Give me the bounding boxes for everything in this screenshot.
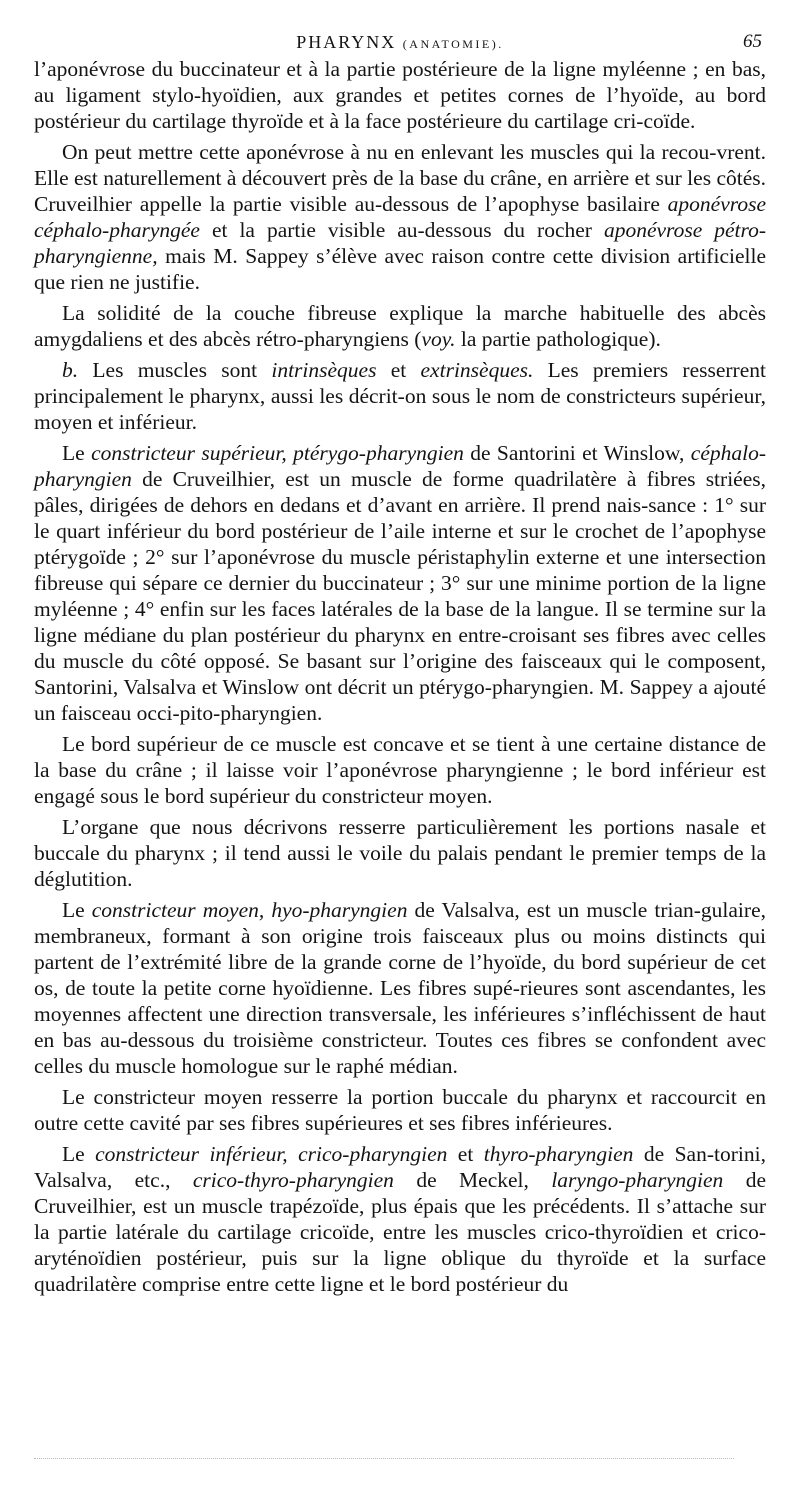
paragraph [34, 357, 766, 435]
text-run: Les premiers resserrent principalement le pharynx, aussi les décrit-on sous le nom de constricteurs supérieur, moyen et inférieur. [34, 358, 766, 434]
text-run: la partie pathologique). [455, 327, 661, 351]
paragraph [34, 1084, 766, 1136]
text-run: et [447, 1142, 484, 1166]
italic-run: constricteur moyen, hyo-pharyngien [91, 898, 408, 922]
italic-run: laryngo-pharyngien [551, 1168, 724, 1192]
text-run: Le [62, 898, 92, 922]
paragraph [34, 1141, 766, 1297]
text-run: L’organe que nous décrivons resserre particulièrement les portions nasale et buccale du pharynx ; il tend aussi le voile du palais pendant le premier temps de la déglutition. [34, 815, 766, 891]
italic-run: b. [62, 358, 79, 382]
text-run: l’aponévrose du buccinateur et à la partie postérieure de la ligne myléenne ; en bas, au ligament stylo-hyoïdien, aux grandes et petites cornes de l’hyoïde, au bord postérieur du cartilage thyroïde et à la face postérieure du cartilage cri-coïde. [34, 57, 766, 133]
running-title-subtitle: (ANATOMIE). [402, 37, 504, 51]
text-run: de Cruveilhier, est un muscle de forme quadrilatère à fibres striées, pâles, dirigées de dehors en dedans et d’avant en arrière. Il prend nais-sance : 1° sur le quart inférieur du bord postérieur de l’aile interne et sur le crochet de l’apophyse ptérygoïde ; 2° sur l’aponévrose du muscle péristaphylin externe et une intersection fibreuse qui sépare ce dernier du buccinateur ; 3° sur une minime portion de la ligne myléenne ; 4° enfin sur les faces latérales de la base de la langue. Il se termine sur la ligne médiane du plan postérieur du pharynx en entre-croisant ses fibres avec celles du muscle du côté opposé. Se basant sur l’origine des faisceaux qui le composent, Santorini, Valsalva et Winslow ont décrit un ptérygo-pharyngien. M. Sappey a ajouté un faisceau occi-pito-pharyngien. [34, 467, 766, 725]
italic-run: constricteur inférieur, crico-pharyngien [95, 1142, 448, 1166]
paragraph [34, 139, 766, 295]
italic-run: intrinsèques [271, 358, 377, 382]
italic-run: aponévrose céphalo-pharyngée [34, 192, 766, 242]
body-text [34, 56, 766, 1297]
text-run: de Meckel, [393, 1168, 552, 1192]
paragraph [34, 440, 766, 726]
text-run: et la partie visible au-dessous du rocher [199, 218, 604, 242]
paragraph [34, 897, 766, 1079]
paragraph [34, 814, 766, 892]
text-run: mais M. Sappey s’élève avec raison contre cette division artificielle que rien ne justifie. [34, 244, 766, 294]
paragraph [34, 300, 766, 352]
paragraph [34, 731, 766, 809]
paragraph [34, 56, 766, 134]
italic-run: extrinsèques. [420, 358, 534, 382]
italic-run: céphalo-pharyngien [34, 441, 766, 491]
text-run: et [376, 358, 421, 382]
italic-run: constricteur supérieur, ptérygo-pharyngien [91, 441, 464, 465]
running-title [296, 32, 503, 52]
running-head [34, 28, 766, 56]
text-run: de Santorini et Winslow, [463, 441, 691, 465]
text-run: de San-torini, Valsalva, etc., [34, 1142, 766, 1192]
italic-run: voy. [421, 327, 456, 351]
text-run: de Cruveilhier, est un muscle trapézoïde, plus épais que les précédents. Il s’attache sur la partie latérale du cartilage cricoïde, entre les muscles crico-thyroïdien et crico-aryténoïdien postérieur, puis sur la ligne oblique du thyroïde et la surface quadrilatère comprise entre cette ligne et le bord postérieur du [34, 1168, 766, 1296]
page-number: 65 [743, 31, 762, 52]
running-title-main: PHARYNX [296, 32, 397, 52]
italic-run: thyro-pharyngien [483, 1142, 634, 1166]
bottom-rule [34, 1458, 734, 1465]
text-run: On peut mettre cette aponévrose à nu en enlevant les muscles qui la recou-vrent. Elle est naturellement à découvert près de la base du crâne, en arrière et sur les côtés. Cruveilhier appelle la partie visible au-dessous de l’apophyse basilaire [34, 140, 766, 216]
italic-run: crico-thyro-pharyngien [192, 1168, 394, 1192]
text-run: de Valsalva, est un muscle trian-gulaire, membraneux, formant à son origine trois faisceaux plus ou moins distincts qui partent de l’extrémité libre de la grande corne de l’hyoïde, du bord supérieur de cet os, de toute la petite corne hyoïdienne. Les fibres supé-rieures sont ascendantes, les moyennes affectent une direction transversale, les inférieures s’infléchissent de haut en bas au-dessous du troisième constricteur. Toutes ces fibres se confondent avec celles du muscle homologue sur le raphé médian. [34, 898, 766, 1078]
page [34, 28, 766, 1297]
text-run: Le constricteur moyen resserre la portion buccale du pharynx et raccourcit en outre cette cavité par ses fibres supérieures et ses fibres inférieures. [34, 1085, 766, 1135]
text-run: Le [62, 1142, 96, 1166]
text-run: Le [62, 441, 92, 465]
italic-run: aponévrose pétro-pharyngienne, [34, 218, 767, 268]
text-run: La solidité de la couche fibreuse explique la marche habituelle des abcès amygdaliens et des abcès rétro-pharyngiens ( [34, 301, 766, 351]
text-run: Les muscles sont [78, 358, 272, 382]
text-run: Le bord supérieur de ce muscle est concave et se tient à une certaine distance de la base du crâne ; il laisse voir l’aponévrose pharyngienne ; le bord inférieur est engagé sous le bord supérieur du constricteur moyen. [34, 732, 766, 808]
